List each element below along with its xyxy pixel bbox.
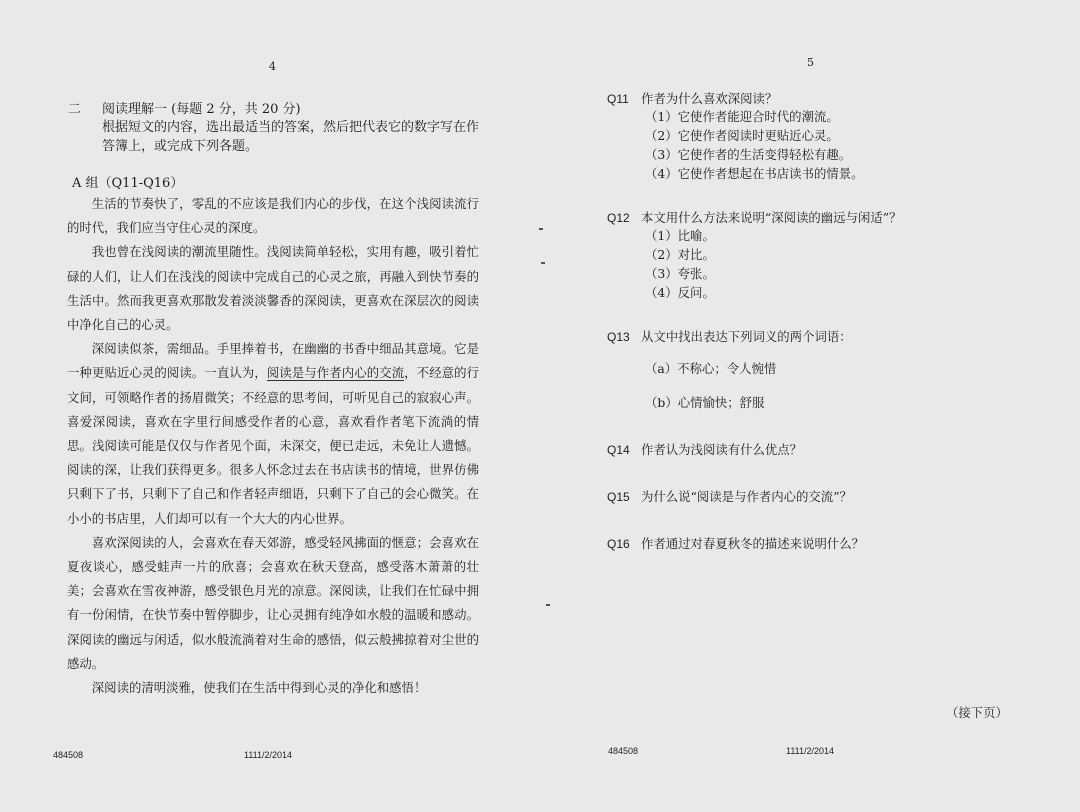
q13-item-a: （a）不称心；令人惋惜 [645, 361, 777, 376]
question-text: 作者认为浅阅读有什么优点？ [641, 442, 803, 457]
question-text: 从文中找出表达下列词义的两个词语： [641, 329, 852, 344]
option: （3）它使作者的生活变得轻松有趣。 [645, 147, 852, 162]
footer-paper-id: 1111/2/2014 [244, 750, 293, 760]
option: （4）它使作者想起在书店读书的情景。 [645, 166, 864, 181]
question-text: 作者为什么喜欢深阅读？ [641, 91, 778, 106]
page-number: 4 [269, 60, 276, 73]
question-number: Q15 [607, 490, 630, 504]
underlined-quote: 阅读是与作者内心的交流 [266, 365, 405, 381]
question-q14 [607, 440, 802, 460]
passage-paragraph: 深阅读的清明淡雅，使我们在生活中得到心灵的净化和感悟！ [91, 680, 427, 696]
question-number: Q11 [607, 92, 629, 106]
question-number: Q12 [607, 211, 630, 225]
group-title: A 组（Q11-Q16） [72, 176, 184, 191]
question-number: Q16 [607, 537, 630, 551]
continue-next-page: （接下页） [946, 705, 1008, 720]
question-text: 为什么说“阅读是与作者内心的交流”？ [641, 489, 852, 504]
page-number: 5 [807, 56, 814, 69]
passage-paragraph: 我也曾在浅阅读的潮流里随性。浅阅读简单轻松，实用有趣，吸引着忙碌的人们，让人们在浅浅的阅读中完成自己的心灵之旅，再融入到快节奏的生活中。然而我更喜欢那散发着淡淡馨香的深阅读，更喜欢在深层次的阅读中净化自己的心灵。 [67, 244, 479, 333]
question-q16 [607, 534, 864, 554]
option: （1）它使作者能迎合时代的潮流。 [645, 109, 839, 124]
q13-item-b: （b）心情愉快；舒服 [645, 395, 765, 410]
q11-options [645, 107, 864, 183]
question-q12 [607, 208, 901, 228]
option: （1）比喻。 [645, 228, 715, 243]
question-q15 [607, 487, 852, 507]
question-q13 [607, 327, 852, 347]
option: （2）对比。 [645, 247, 715, 262]
passage-paragraph: 喜欢深阅读的人，会喜欢在春天郊游，感受轻风拂面的惬意；会喜欢在夏夜谈心，感受蛙声一片的欣喜；会喜欢在秋天登高，感受落木萧萧的壮美；会喜欢在雪夜神游，感受银色月光的凉意。深阅读，让我们在忙碌中拥有一份闲情，在快节奏中暂停脚步，让心灵拥有纯净如水般的温暖和感动。深阅读的幽远与闲适，似水般流淌着对生命的感悟，似云般拂掠着对尘世的感动。 [67, 534, 479, 671]
section-heading [68, 100, 301, 119]
section-instruction: 根据短文的内容，选出最适当的答案，然后把代表它的数字写在作答簿上，或完成下列各题。 [102, 120, 480, 154]
question-text: 本文用什么方法来说明“深阅读的幽远与闲适”？ [641, 210, 902, 225]
question-q11 [607, 89, 777, 109]
question-number: Q14 [607, 443, 630, 457]
passage-paragraph [67, 337, 479, 531]
section-title: 阅读理解一 (每题 2 分，共 20 分) [102, 102, 301, 117]
footer-paper-id: 1111/2/2014 [786, 746, 835, 756]
option: （2）它使作者阅读时更贴近心灵。 [645, 128, 839, 143]
footer-code: 484508 [608, 746, 639, 756]
footer-code: 484508 [53, 750, 84, 760]
question-text: 作者通过对春夏秋冬的描述来说明什么？ [641, 536, 865, 551]
passage-paragraph: 生活的节奏快了，零乱的不应该是我们内心的步伐，在这个浅阅读流行的时代，我们应当守住心灵的深度。 [67, 196, 479, 236]
passage-text: ，不经意的行文间，可领略作者的扬眉微笑；不经意的思考间，可听见自己的寂寂心声。喜爱深阅读，喜欢在字里行间感受作者的心意，喜欢看作者笔下流淌的情思。浅阅读可能是仅仅与作者见个面，未深交，便已走远，未免让人遗憾。阅读的深，让我们获得更多。很多人怀念过去在书店读书的情境，世界仿佛只剩下了书，只剩下了自己和作者轻声细语，只剩下了自己的会心微笑。在小小的书店里，人们却可以有一个大大的内心世界。 [67, 365, 480, 526]
option: （4）反问。 [645, 285, 715, 300]
question-number: Q13 [607, 330, 630, 344]
passage-text: 深阅读似茶，需细品。手里捧着书，在幽幽的书香中细品其意境。它是一种更贴近心灵的阅读。一直认为， [67, 341, 479, 381]
q12-options [645, 226, 715, 302]
reading-passage [67, 192, 479, 700]
option: （3）夸张。 [645, 266, 715, 281]
section-number: 二 [68, 102, 82, 117]
